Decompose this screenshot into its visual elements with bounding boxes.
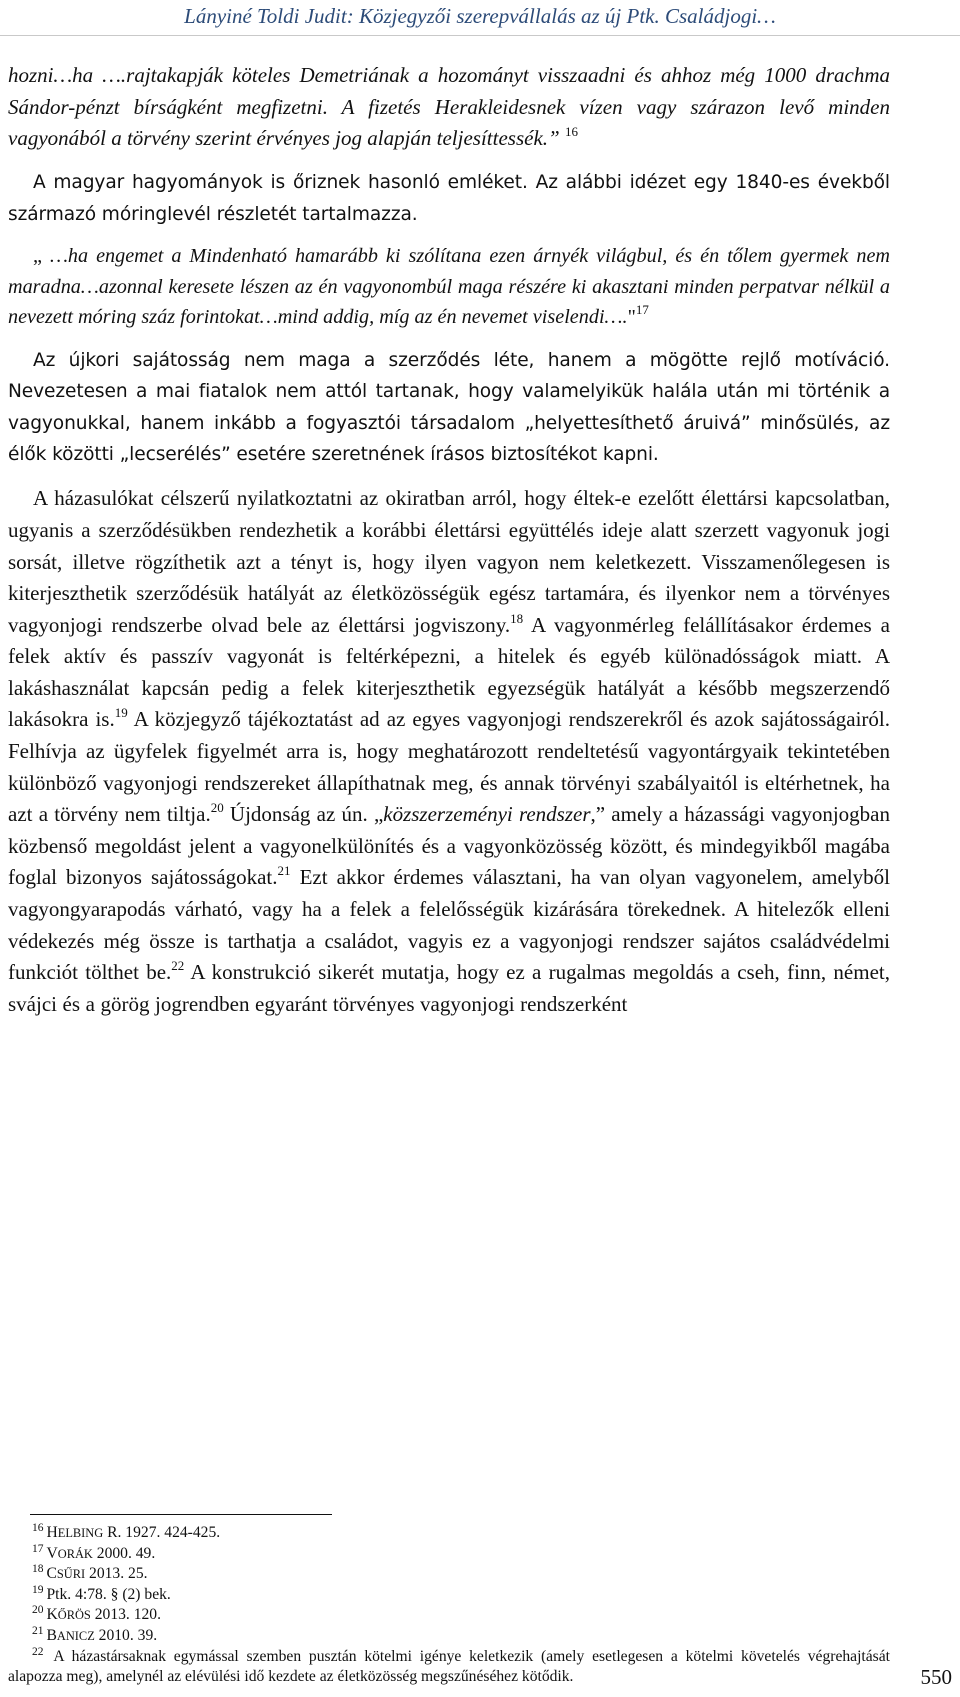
footnote-22 [8, 1647, 890, 1688]
footnote-ref-21[interactable]: 21 [277, 863, 291, 879]
author-smallcaps: ORÁK [57, 1546, 93, 1561]
footnote-text: 2013. 25. [85, 1565, 148, 1583]
quote-open-mark: „ [33, 244, 42, 267]
footnote-ref-18[interactable]: 18 [510, 610, 524, 626]
paragraph-papyrus-quote-end [8, 60, 890, 155]
footnote-text: A házastársaknak egymással szemben pusztán kötelmi igénye keletkezik (amely esetlegesen a kötelmi követelés végrehajtását alapozza meg), amelynél az elévülési idő kezdete az életközösség megszűnéséhez kötődik. [8, 1647, 890, 1686]
footnote-16 [8, 1523, 890, 1544]
footnote-ref-17[interactable]: 17 [635, 302, 649, 318]
footnote-number: 22 [32, 1645, 44, 1658]
footnote-number: 16 [32, 1522, 44, 1534]
author-smallcaps: ŐRÖS [57, 1608, 91, 1623]
footnote-19 [8, 1585, 890, 1606]
footnotes [8, 1523, 890, 1688]
quote-close-mark: " [627, 306, 636, 329]
footnote-text: Ptk. 4:78. § (2) bek. [46, 1585, 171, 1603]
text-run: A házasulókat célszerű nyilatkoztatni az okiratban arról, hogy éltek-e ezelőtt élettársi kapcsolatban, ugyanis a szerződésükben rendezhetik a korábbi élettársi együttélés ideje alatt szerzett vagyonuk jogi sorsát, illetve rögzíthetik azt a tényt is, hogy ilyen vagyon nem keletkezett. Visszamenőlegesen is kiterjeszthetik szerződésük hatályát az életközösségük egész tartamára, és ilyenkor nem a törvényes vagyonjogi rendszerbe olvad bele az élettársi jogviszony. [8, 486, 890, 637]
footnote-ref-19[interactable]: 19 [114, 705, 128, 721]
footnote-number: 21 [32, 1624, 44, 1637]
author-smallcaps: ANICZ [56, 1628, 95, 1643]
text-run: ,” amely a házassági vagyonjogban közbenső megoldást jelent a vagyonelkülönítés és a vagyonközösség között, és mindegyikből magába foglal bizonyos sajátosságokat. [8, 802, 890, 890]
italic-term: közszerzeményi rendszer [383, 802, 591, 827]
footnote-number: 20 [32, 1604, 44, 1617]
footnote-ref-20[interactable]: 20 [210, 800, 224, 816]
author-initial: C [46, 1565, 57, 1583]
footnote-text: 2000. 49. [92, 1544, 156, 1562]
quote-text: …ha engemet a Mindenható hamarább ki szólítana ezen árnyék világbul, és én tőlem gyermek nem maradna…azonnal keresete lészen az én vagyonombúl maga részére ki akasztani minden perpatvar nélkül a nevezett móring száz forintokat…mind addig, míg az én nevemet viselendi…. [8, 244, 890, 329]
author-initial: K [46, 1606, 58, 1624]
author-initial: V [46, 1544, 58, 1562]
footnote-separator [30, 1514, 332, 1515]
footnote-number: 17 [32, 1542, 44, 1555]
footnote-18 [8, 1564, 890, 1585]
paragraph-text: hozni…ha ….rajtakapják köteles Demetriának a hozományt visszaadni és ahhoz még 1000 drachma Sándor-pénzt bírságként megfizetni. A fizetés Herakleidesnek vízen vagy szárazon levő minden vagyonából a törvény szerint érvényes jog alapján teljesíttessék.” [8, 63, 890, 151]
moringlevel-quote [8, 241, 890, 333]
footnote-21 [8, 1626, 890, 1647]
running-header: Lányiné Toldi Judit: Közjegyzői szerepvállalás az új Ptk. Családjogi… [0, 0, 960, 36]
text-run: Ezt akkor érdemes választani, ha van olyan vagyonelem, amelyből vagyongyarapodás várható, vagy ha a felek a felelősségük kizárására törekednek. A hitelezők elleni védekezés még össze is tarthatja a családot, vagyis ez a vagyonjogi rendszer sajátos családvédelmi funkciót tölthet be. [8, 865, 890, 985]
footnote-17 [8, 1544, 890, 1565]
footnote-ref-22[interactable]: 22 [171, 958, 185, 974]
author-smallcaps: SŰRI [56, 1567, 86, 1582]
paragraph-hungarian-traditions: A magyar hagyományok is őriznek hasonló emléket. Az alábbi idézet egy 1840-es évekből származó móringlevél részletét tartalmazza. [8, 172, 890, 225]
body-text [8, 60, 890, 1020]
footnote-20 [8, 1605, 890, 1626]
text-run: Újdonság az ún. „ [223, 802, 384, 827]
paragraph-modern-motivation: Az újkori sajátosság nem maga a szerződés léte, hanem a mögötte rejlő motíváció. Nevezetesen a mai fiatalok nem attól tartanak, hogy valamelyikük halála után mi történik a vagyonukkal, hanem inkább a fogyasztói társadalom „helyettesíthető áruivá” minősülés, az élők közötti „lecserélés” esetére szeretnének írásos biztosítékot kapni. [8, 349, 890, 465]
page-number: 550 [920, 1665, 952, 1689]
footnote-number: 18 [32, 1563, 44, 1576]
text-run: A közjegyző tájékoztatást ad az egyes vagyonjogi rendszerekről és azok sajátosságairól. Felhívja az ügyfelek figyelmét arra is, hogy meghatározott rendeltetésű vagyontárgyaik tekintetében különböző vagyonjogi rendszereket állapíthatnak meg, és annak törvényi szabályaitól is eltérhetnek, ha azt a törvény nem tiltja. [8, 707, 890, 827]
author-smallcaps: ELBING [57, 1526, 104, 1540]
footnote-text: 2010. 39. [94, 1626, 158, 1644]
footnote-text: R. 1927. 424-425. [103, 1524, 221, 1541]
author-initial: B [46, 1626, 57, 1644]
footnote-text: 2013. 120. [90, 1606, 161, 1624]
paragraph-notary-guidance [8, 483, 890, 1020]
author-initial: H [46, 1524, 58, 1541]
footnote-number: 19 [32, 1583, 44, 1596]
text-run: A konstrukció sikerét mutatja, hogy ez a rugalmas megoldás a cseh, finn, német, svájci és a görög jogrendben egyaránt törvényes vagyonjogi rendszerként [8, 960, 890, 1016]
footnote-ref-16[interactable]: 16 [564, 124, 578, 140]
text-run: A vagyonmérleg felállításakor érdemes a felek aktív és passzív vagyonát is feltérképezni, a hitelek és egyéb különadósságok miatt. A lakáshasználat kapcsán pedig a felek kiterjeszthetik egyezségük hatályát a később megszerzendő lakásokra is. [8, 612, 890, 732]
